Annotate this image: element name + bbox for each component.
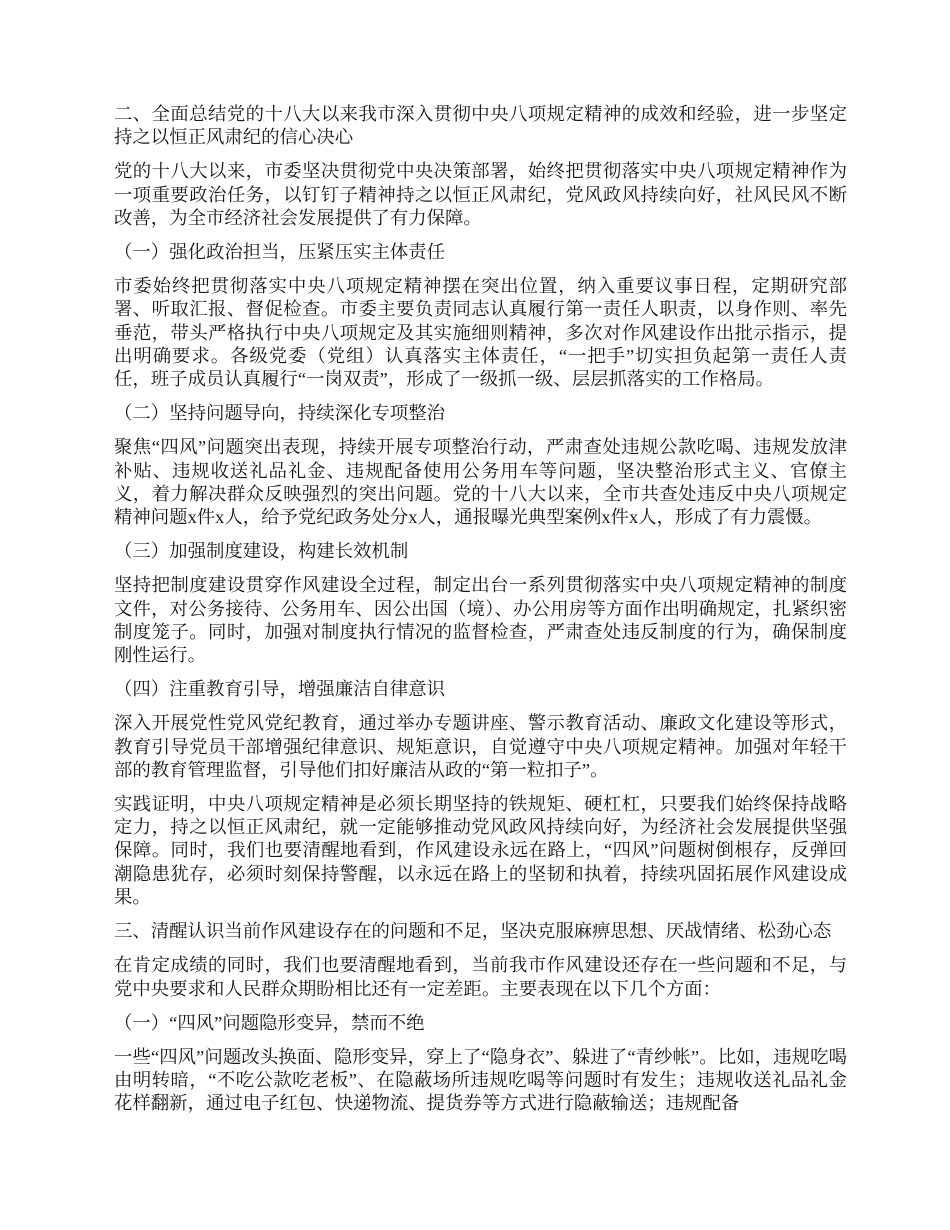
heading-section-three: 三、清醒认识当前作风建设存在的问题和不足，坚决克服麻痹思想、厌战情绪、松劲心态 — [114, 921, 832, 942]
subheading-education-guidance: （四）注重教育引导，增强廉洁自律意识 — [114, 679, 446, 700]
para-practice-conclusion: 实践证明，中央八项规定精神是必须长期坚持的铁规矩、硬杠杠，只要我们始终保持战略定力，持之以恒正风肃纪，就一定能够推动党风政风持续向好，为经济社会发展提供坚强保障。同时，我们也要清醒地看到，作风建设永远在路上，“四风”问题树倒根存，反弹回潮隐患犹存，必须时刻保持警醒，以永远在路上的坚韧和执着，持续巩固拓展作风建设成果。 — [114, 794, 847, 907]
subheading-four-winds-hidden-mutation: （一）“四风”问题隐形变异，禁而不绝 — [114, 1012, 425, 1033]
subheading-problem-oriented-rectification: （二）坚持问题导向，持续深化专项整治 — [114, 403, 446, 424]
para-section-two-intro: 党的十八大以来，市委坚决贯彻党中央决策部署，始终把贯彻落实中央八项规定精神作为一项重要政治任务，以钉钉子精神持之以恒正风肃纪，党风政风持续向好，社风民风不断改善，为全市经济社会发展提供了有力保障。 — [114, 161, 847, 228]
para-problem-oriented-rectification: 聚焦“四风”问题突出表现，持续开展专项整治行动，严肃查处违规公款吃喝、违规发放津补贴、违规收送礼品礼金、违规配备使用公务用车等问题，坚决整治形式主义、官僚主义，着力解决群众反映强烈的突出问题。党的十八大以来，全市共查处违反中央八项规定精神问题x件x人，给予党纪政务处分x人，通报曝光典型案例x件x人，形成了有力震慑。 — [114, 437, 847, 528]
para-institution-building: 坚持把制度建设贯穿作风建设全过程，制定出台一系列贯彻落实中央八项规定精神的制度文件，对公务接待、公务用车、因公出国（境）、办公用房等方面作出明确规定，扎紧织密制度笼子。同时，加强对制度执行情况的监督检查，严肃查处违反制度的行为，确保制度刚性运行。 — [114, 575, 847, 666]
para-section-three-intro: 在肯定成绩的同时，我们也要清醒地看到，当前我市作风建设还存在一些问题和不足，与党中央要求和人民群众期盼相比还有一定差距。主要表现在以下几个方面： — [114, 955, 847, 999]
para-four-winds-hidden-mutation: 一些“四风”问题改头换面、隐形变异，穿上了“隐身衣”、躲进了“青纱帐”。比如，违规吃喝由明转暗，“不吃公款吃老板”、在隐蔽场所违规吃喝等问题时有发生；违规收送礼品礼金花样翻新，通过电子红包、快递物流、提货券等方式进行隐蔽输送；违规配备 — [114, 1046, 847, 1114]
para-education-guidance: 深入开展党性党风党纪教育，通过举办专题讲座、警示教育活动、廉政文化建设等形式，教育引导党员干部增强纪律意识、规矩意识，自觉遵守中央八项规定精神。加强对年轻干部的教育管理监督，引导他们扣好廉洁从政的“第一粒扣子”。 — [114, 713, 847, 780]
heading-section-two: 二、全面总结党的十八大以来我市深入贯彻中央八项规定精神的成效和经验，进一步坚定持之以恒正风肃纪的信心决心 — [114, 104, 847, 148]
subheading-institution-building: （三）加强制度建设，构建长效机制 — [114, 541, 409, 562]
subheading-political-responsibility: （一）强化政治担当，压紧压实主体责任 — [114, 242, 446, 263]
para-political-responsibility: 市委始终把贯彻落实中央八项规定精神摆在突出位置，纳入重要议事日程，定期研究部署、听取汇报、督促检查。市委主要负责同志认真履行第一责任人职责，以身作则、率先垂范，带头严格执行中央八项规定及其实施细则精神，多次对作风建设作出批示指示，提出明确要求。各级党委（党组）认真落实主体责任，“一把手”切实担负起第一责任人责任，班子成员认真履行“一岗双责”，形成了一级抓一级、层层抓落实的工作格局。 — [114, 276, 847, 390]
